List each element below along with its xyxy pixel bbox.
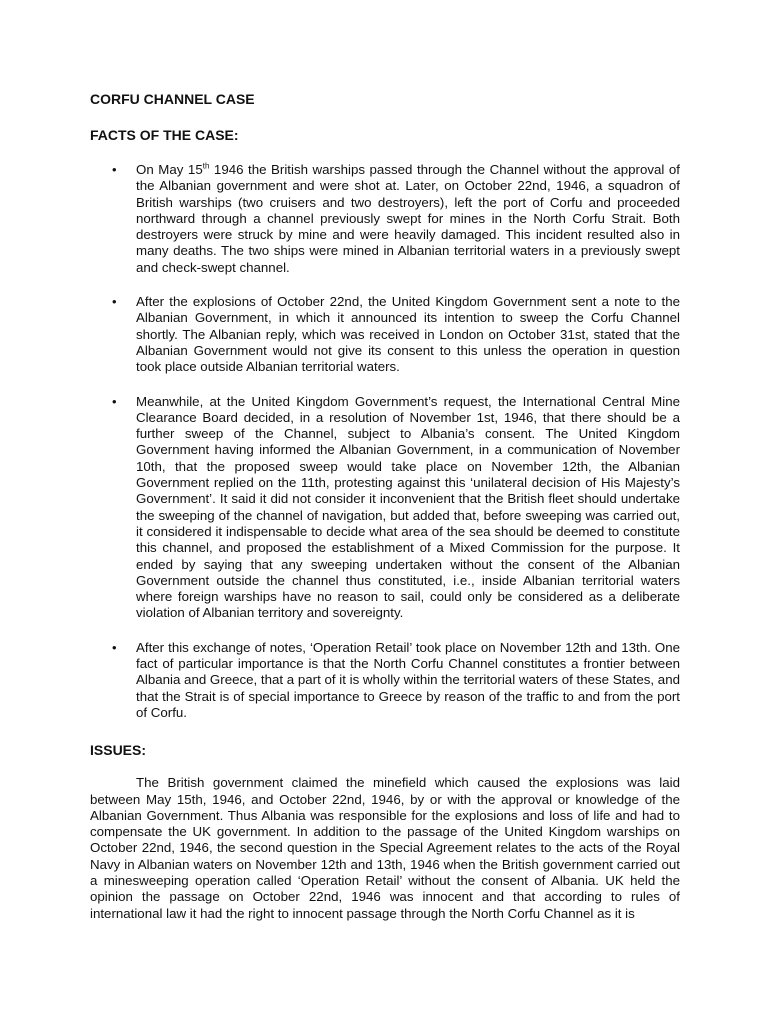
fact-superscript: th (202, 161, 210, 171)
issues-paragraph: The British government claimed the minefield which caused the explosions was laid between May 15th, 1946, and October 22nd, 1946, by or with the approval or knowledge of the Albanian Government. Thus Albania was responsible for the explosions and loss of life and had to compensate the UK government. In addition to the passage of the United Kingdom warships on October 22nd, 1946, the second question in the Special Agreement relates to the acts of the Royal Navy in Albanian waters on November 12th and 13th, 1946 when the British government carried out a minesweeping operation called ‘Operation Retail’ without the consent of Albania. UK held the opinion the passage on October 22nd, 1946 was innocent and that according to rules of international law it had the right to innocent passage through the North Corfu Channel as it is (90, 775, 680, 921)
issues-heading: ISSUES: (90, 742, 147, 759)
facts-list (90, 162, 680, 721)
fact-item-3 (90, 394, 680, 622)
fact-item-4 (90, 640, 680, 721)
bullet-icon: • (112, 639, 117, 655)
document-page (90, 90, 680, 922)
document-title: CORFU CHANNEL CASE (90, 91, 255, 107)
bullet-icon: • (112, 294, 117, 310)
fact-item-2 (90, 294, 680, 375)
fact-text: Meanwhile, at the United Kingdom Government’s request, the International Central Mine Clearance Board decided, in a resolution of November 1st, 1946, that there should be a further sweep of the Channel, subject to Albania’s consent. The United Kingdom Government having informed the Albanian Government, in a communication of November 10th, that the proposed sweep would take place on November 12th, the Albanian Government replied on the 11th, protesting against this ‘unilateral decision of His Majesty’s Government’. It said it did not consider it inconvenient that the British fleet should undertake the sweeping of the channel of navigation, but added that, before sweeping was carried out, it considered it indispensable to decide what area of the sea should be deemed to constitute this channel, and proposed the establishment of a Mixed Commission for the purpose. It ended by saying that any sweeping undertaken without the consent of the Albanian Government outside the channel thus constituted, i.e., inside Albanian territorial waters where foreign warships have no reason to sail, could only be considered as a deliberate violation of Albanian territory and sovereignty. (136, 393, 680, 621)
fact-text: On May 15 (136, 162, 203, 177)
fact-text-continued: 1946 the British warships passed through the Channel without the approval of the Albanian government and were shot at. Later, on October 22nd, 1946, a squadron of British warships (two cruisers and two destroyers), left the port of Corfu and proceeded northward through a channel previously swept for mines in the North Corfu Strait. Both destroyers were struck by mine and were heavily damaged. This incident resulted also in many deaths. The two ships were mined in Albanian territorial waters in a previously swept and check-swept channel. (136, 162, 680, 275)
facts-heading: FACTS OF THE CASE: (90, 127, 239, 143)
bullet-icon: • (112, 393, 117, 409)
fact-text: After the explosions of October 22nd, the United Kingdom Government sent a note to the Albanian Government, in which it announced its intention to sweep the Corfu Channel shortly. The Albanian reply, which was received in London on October 31st, stated that the Albanian Government would not give its consent to this unless the operation in question took place outside Albanian territorial waters. (136, 294, 680, 375)
bullet-icon: • (112, 162, 117, 177)
fact-text: After this exchange of notes, ‘Operation Retail’ took place on November 12th and 13th. One fact of particular importance is that the North Corfu Channel constitutes a frontier between Albania and Greece, that a part of it is wholly within the territorial waters of these States, and that the Strait is of special importance to Greece by reason of the traffic to and from the port of Corfu. (136, 639, 680, 720)
fact-item-1 (90, 162, 680, 276)
